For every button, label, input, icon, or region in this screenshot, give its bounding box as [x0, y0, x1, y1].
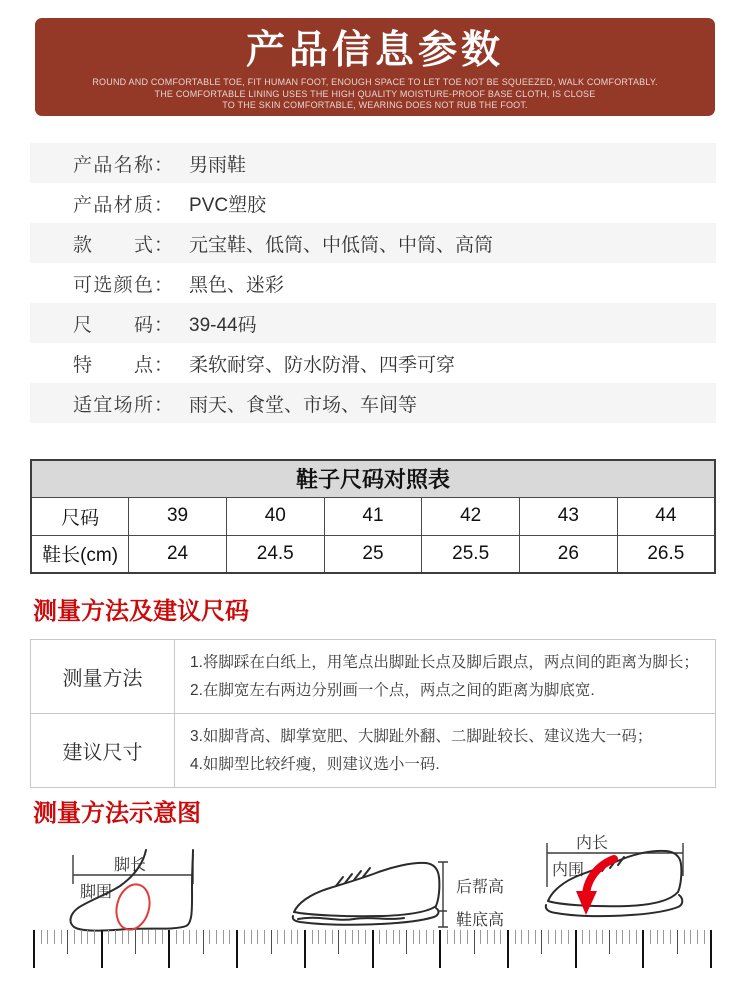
ruler-tick — [345, 930, 346, 944]
ruler-tick — [229, 930, 230, 944]
size-cell: 26 — [520, 535, 618, 573]
ruler-tick — [87, 930, 88, 944]
girth-ellipse — [112, 881, 155, 934]
ruler-tick — [609, 930, 610, 954]
ruler-tick — [128, 930, 129, 944]
spec-row — [30, 303, 716, 343]
ruler-tick — [541, 930, 542, 954]
ruler-tick — [318, 930, 319, 944]
ruler-tick — [602, 930, 603, 944]
ruler-tick — [244, 930, 245, 944]
ruler-tick — [379, 930, 380, 944]
ruler-tick — [67, 930, 68, 954]
ruler-tick — [487, 930, 488, 944]
ruler-tick — [47, 930, 48, 944]
ruler-tick — [372, 930, 374, 968]
size-cell: 39 — [129, 497, 227, 535]
ruler-tick — [568, 930, 569, 944]
foot-length-label: 脚长 — [113, 857, 147, 874]
banner-subtitle-line: ROUND AND COMFORTABLE TOE, FIT HUMAN FOOT, ENOUGH SPACE TO LET TOE NOT BE SQUEEZED, WALK COMFORTABLY. — [92, 77, 658, 87]
ruler-tick — [555, 930, 556, 944]
spec-row — [30, 343, 716, 383]
ruler-tick — [41, 930, 42, 944]
ruler-tick — [596, 930, 597, 944]
product-spec-list — [30, 143, 716, 423]
ruler-tick — [81, 930, 82, 944]
ruler-tick — [413, 930, 414, 944]
spec-row — [30, 263, 716, 303]
ruler-tick — [636, 930, 637, 944]
spec-row — [30, 223, 716, 263]
ruler-tick — [447, 930, 448, 944]
ruler-tick — [663, 930, 664, 944]
ruler-tick — [162, 930, 163, 944]
spec-row — [30, 143, 716, 183]
size-cell: 24.5 — [226, 535, 324, 573]
size-cell: 41 — [324, 497, 422, 535]
spec-colon: ： — [154, 314, 174, 336]
measuring-diagrams — [0, 829, 750, 972]
ruler-tick — [223, 930, 224, 944]
ruler-tick — [561, 930, 562, 944]
ruler-tick — [338, 930, 339, 954]
ruler — [33, 930, 713, 970]
shoe-height-diagram — [288, 859, 510, 930]
header-banner — [35, 18, 715, 116]
measure-method-heading: 测量方法及建议尺码 — [33, 598, 249, 625]
ruler-tick — [650, 930, 651, 944]
ruler-tick — [358, 930, 359, 944]
ruler-tick — [548, 930, 549, 944]
ruler-tick — [697, 930, 698, 944]
ruler-tick — [352, 930, 353, 944]
spec-label: 产品名称： — [73, 154, 174, 176]
ruler-tick — [657, 930, 658, 944]
spec-value: 黑色、迷彩 — [189, 274, 285, 296]
ruler-tick — [454, 930, 455, 944]
ruler-tick — [575, 930, 577, 968]
measure-line: 2.在脚宽左右两边分别画一个点，两点之间的距离为脚底宽. — [190, 681, 595, 699]
ruler-tick — [704, 930, 705, 944]
table-row — [31, 714, 716, 788]
ruler-tick — [690, 930, 691, 944]
ruler-tick — [521, 930, 522, 944]
ruler-tick — [216, 930, 217, 944]
size-cell: 25 — [324, 535, 422, 573]
ruler-tick — [433, 930, 434, 944]
spec-value: 雨天、食堂、市场、车间等 — [189, 394, 418, 416]
ruler-tick — [251, 930, 252, 944]
ruler-tick — [365, 930, 366, 944]
spec-label: 产品材质： — [73, 194, 174, 216]
ruler-tick — [684, 930, 685, 944]
ruler-tick — [148, 930, 149, 944]
table-row — [31, 640, 716, 714]
ruler-tick — [515, 930, 516, 944]
ruler-tick — [284, 930, 285, 944]
ruler-tick — [142, 930, 143, 944]
inner-girth-label: 内围 — [552, 862, 585, 879]
inner-length-label: 内长 — [575, 835, 609, 852]
diagram-heading: 测量方法示意图 — [33, 800, 201, 827]
spec-label: 特点： — [73, 354, 174, 376]
ruler-tick — [209, 930, 210, 944]
ruler-tick — [528, 930, 529, 944]
ruler-tick — [168, 930, 170, 968]
size-cell: 26.5 — [617, 535, 715, 573]
ruler-tick — [196, 930, 197, 944]
ruler-tick — [325, 930, 326, 944]
measure-method-table — [30, 639, 716, 788]
shoe-sole-top — [294, 906, 436, 916]
ruler-tick — [386, 930, 387, 944]
ruler-tick — [677, 930, 678, 954]
measure-row-label: 建议尺寸 — [31, 714, 175, 788]
banner-subtitle-line: TO THE SKIN COMFORTABLE, WEARING DOES NOT RUB THE FOOT. — [222, 100, 528, 110]
sole-height-label: 鞋底高 — [456, 912, 505, 929]
spec-value: 元宝鞋、低筒、中低筒、中筒、高筒 — [189, 234, 494, 256]
shoe-upper-outline — [294, 863, 439, 912]
spec-colon: ： — [154, 274, 174, 296]
ruler-tick — [189, 930, 190, 944]
ruler-tick — [393, 930, 394, 944]
ruler-tick — [257, 930, 258, 944]
ruler-tick — [183, 930, 184, 944]
ruler-tick — [480, 930, 481, 944]
spec-colon: ： — [154, 234, 174, 256]
ruler-tick — [642, 930, 644, 968]
ruler-tick — [419, 930, 420, 944]
size-row-label: 鞋长(cm) — [31, 535, 129, 573]
inner-girth-arrowhead — [576, 891, 597, 915]
measure-row-label: 测量方法 — [31, 640, 175, 714]
size-row-label: 尺码 — [31, 497, 129, 535]
ruler-tick — [115, 930, 116, 944]
ruler-tick — [74, 930, 75, 944]
ruler-tick — [264, 930, 265, 944]
size-table-title: 鞋子尺码对照表 — [31, 460, 715, 497]
spec-row — [30, 183, 716, 223]
measure-line: 4.如脚型比较纤瘦，则建议选小一码. — [190, 755, 440, 773]
ruler-tick — [507, 930, 509, 968]
table-row — [31, 535, 715, 573]
ruler-tick — [500, 930, 501, 944]
ruler-tick — [108, 930, 109, 944]
shoe-sole-top — [548, 892, 678, 906]
spec-label: 款式： — [73, 234, 174, 256]
ruler-tick — [426, 930, 427, 944]
ruler-tick — [710, 930, 712, 968]
spec-value: 男雨鞋 — [189, 154, 247, 176]
banner-subtitle — [35, 77, 715, 112]
back-height-label: 后帮高 — [456, 879, 505, 896]
ruler-tick — [176, 930, 177, 944]
ruler-tick — [61, 930, 62, 944]
ruler-tick — [291, 930, 292, 944]
ruler-tick — [33, 930, 35, 968]
ruler-tick — [312, 930, 313, 944]
ruler-tick — [304, 930, 306, 968]
ruler-tick — [94, 930, 95, 944]
spec-value: 39-44码 — [189, 314, 257, 336]
ruler-tick — [271, 930, 272, 954]
banner-subtitle-line: THE COMFORTABLE LINING USES THE HIGH QUALITY MOISTURE-PROOF BASE CLOTH, IS CLOSE — [154, 88, 596, 99]
page-title: 产品信息参数 — [245, 29, 504, 72]
spec-value: PVC塑胶 — [189, 194, 267, 216]
ruler-tick — [439, 930, 441, 968]
spec-row — [30, 383, 716, 423]
measure-row-content — [175, 640, 716, 714]
ruler-tick — [535, 930, 536, 944]
size-cell: 42 — [422, 497, 520, 535]
ruler-tick — [494, 930, 495, 944]
ruler-tick — [101, 930, 103, 968]
ruler-tick — [135, 930, 136, 954]
spec-colon: ： — [154, 394, 174, 416]
ruler-tick — [582, 930, 583, 944]
measure-row-content — [175, 714, 716, 788]
ruler-tick — [474, 930, 475, 954]
size-comparison-table — [30, 459, 716, 574]
size-cell: 43 — [520, 497, 618, 535]
ruler-tick — [203, 930, 204, 954]
foot-girth-label: 脚围 — [80, 884, 113, 901]
shoe-inner-diagram — [540, 829, 695, 930]
ruler-tick — [406, 930, 407, 954]
ruler-tick — [467, 930, 468, 944]
spec-label: 可选颜色： — [73, 274, 174, 296]
ruler-tick — [670, 930, 671, 944]
ruler-tick — [155, 930, 156, 944]
size-cell: 44 — [617, 497, 715, 535]
foot-measure-diagram — [58, 848, 203, 940]
measure-line: 1.将脚踩在白纸上，用笔点出脚趾长点及脚后跟点，两点间的距离为脚长； — [190, 653, 699, 671]
ruler-tick — [277, 930, 278, 944]
spec-colon: ： — [154, 354, 174, 376]
ruler-tick — [460, 930, 461, 944]
spec-colon: ： — [154, 154, 174, 176]
size-cell: 24 — [129, 535, 227, 573]
ruler-tick — [54, 930, 55, 944]
spec-label: 适宜场所： — [73, 394, 174, 416]
ruler-tick — [616, 930, 617, 944]
ruler-tick — [122, 930, 123, 944]
size-cell: 40 — [226, 497, 324, 535]
size-cell: 25.5 — [422, 535, 520, 573]
ruler-tick — [589, 930, 590, 944]
ruler-tick — [297, 930, 298, 944]
measure-line: 3.如脚背高、脚掌宽肥、大脚趾外翻、二脚趾较长、建议选大一码； — [190, 727, 653, 745]
inner-girth-arrow — [586, 859, 614, 895]
ruler-tick — [399, 930, 400, 944]
spec-colon: ： — [154, 194, 174, 216]
table-row — [31, 497, 715, 535]
ruler-tick — [236, 930, 238, 968]
ruler-tick — [622, 930, 623, 944]
ruler-tick — [629, 930, 630, 944]
spec-value: 柔软耐穿、防水防滑、四季可穿 — [189, 354, 456, 376]
ruler-tick — [332, 930, 333, 944]
spec-label: 尺码： — [73, 314, 174, 336]
